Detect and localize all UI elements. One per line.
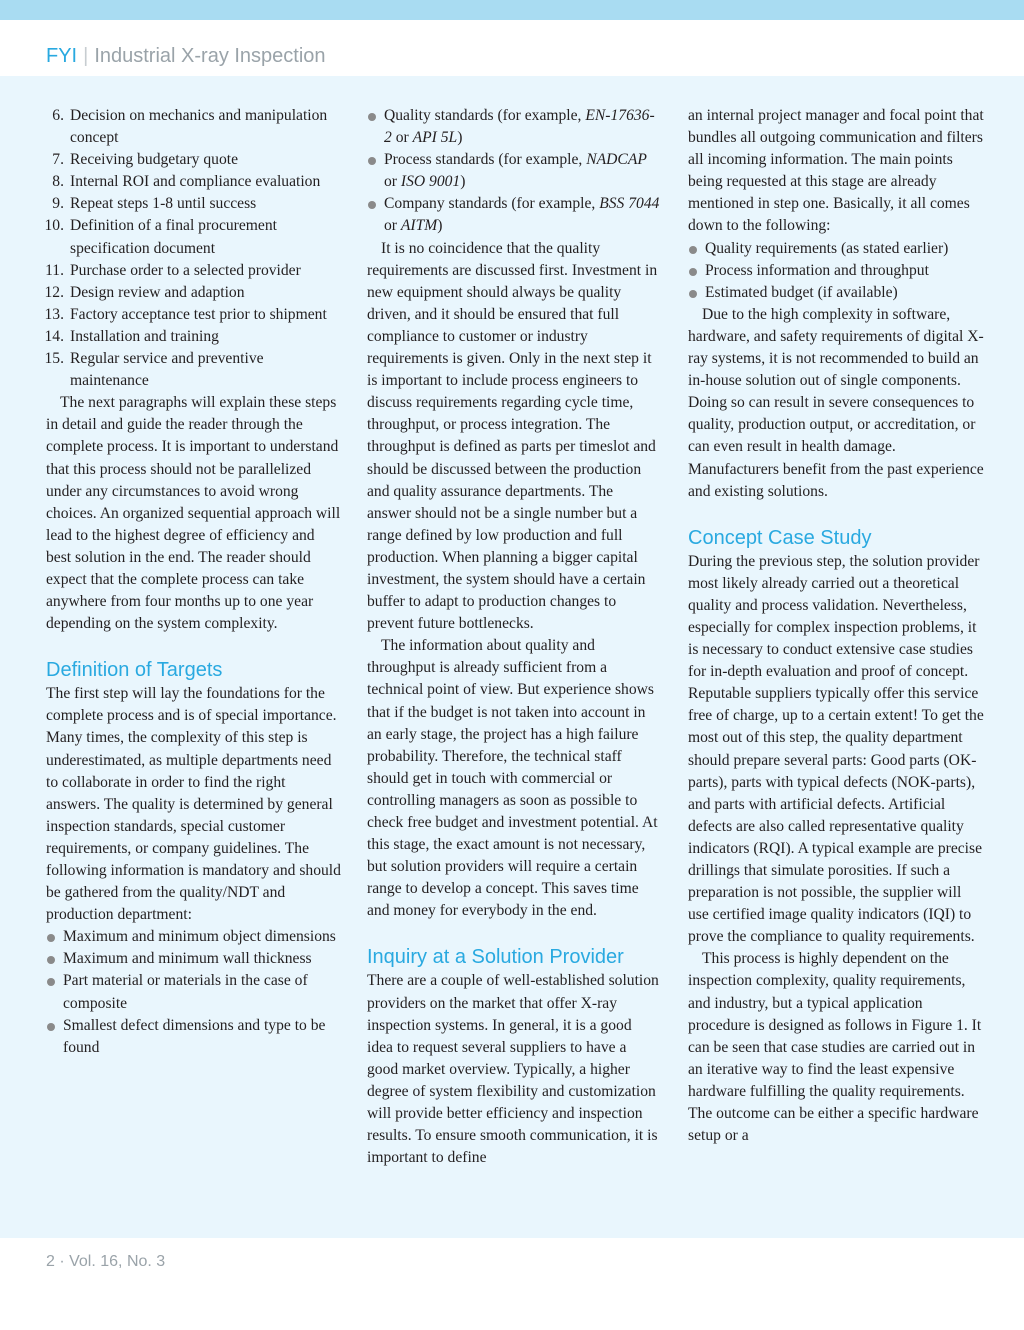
- step-number: 12.: [44, 283, 64, 301]
- list-item: [46, 282, 342, 304]
- standard-name: ISO 9001: [400, 173, 461, 191]
- paragraph: The first step will lay the foundations for the complete process and is of special importance. Many times, the complexity of this step is underestimated, as multiple departments need to collaborate in order to find the right answers. The quality is determined by general inspection standards, special customer requirements, or company guidelines. The following information is mandatory and should be gathered from the quality/NDT and production department:: [46, 685, 341, 924]
- list-item: [46, 149, 342, 171]
- list-item: [46, 171, 342, 193]
- step-number: 9.: [52, 195, 64, 213]
- step-number: 15.: [44, 350, 64, 368]
- step-number: 8.: [52, 173, 64, 191]
- page-footer: 2 · Vol. 16, No. 3: [46, 1253, 166, 1270]
- list-item: [46, 348, 342, 392]
- list-item: [367, 149, 660, 193]
- item-text: or: [384, 173, 401, 191]
- step-text: Purchase order to a selected provider: [70, 261, 301, 279]
- item-text: Quality standards (for example,: [384, 107, 586, 124]
- paragraph: The information about quality and throughput is already sufficient from a technical point of view. But experience shows that if the budget is not taken into account in an early stage, the project has a high failure probability. Therefore, the technical staff should get in touch with commercial or controlling managers as soon as possible to check free budget and investment potential. At this stage, the exact amount is not necessary, but solution providers will require a certain range to develop a concept. This saves time and money for everybody in the end.: [367, 637, 658, 920]
- paragraph: It is no coincidence that the quality requirements are discussed first. Investment in new equipment should always be quality driven, and it should be ensured that full compliance to customer or industry requirements is given. Only in the next step it is important to include process engineers to discuss requirements regarding cycle time, throughput, or process integration. The throughput is defined as parts per timeslot and should be discussed between the production and quality assurance departments. The answer should not be a single number but a range defined by low production and full production. When planning a bigger capital investment, the system should have a certain buffer to adapt to production changes to prevent future bottlenecks.: [367, 239, 658, 633]
- list-item: [367, 193, 660, 237]
- paragraph: During the previous step, the solution provider most likely already carried out a theoretical quality and process validation. Nevertheless, especially for complex inspection problems, it is necessary to conduct extensive case studies for in-depth evaluation and proof of concept. Reputable suppliers typically offer this service free of charge, up to a certain extent! To get the most out of this step, the quality department should prepare several parts: Good parts (OK-parts), parts with typical defects (NOK-parts), and parts with artificial defects. Artificial defects are also called representative quality indicators (RQI). A typical example are precise drillings that simulate porosities. If such a preparation is not possible, the supplier will use certified image quality indicators (IQI) to prove the compliance to quality requirements.: [688, 552, 984, 946]
- paragraph: There are a couple of well-established solution providers on the market that offer X-ray inspection systems. In general, it is a good idea to request several suppliers to have a good market overview. Typically, a higher degree of system flexibility and customization will provide better efficiency and inspection results. To ensure smooth communication, it is important to define: [367, 972, 659, 1167]
- step-text: Design review and adaption: [70, 283, 245, 301]
- item-text: Company standards (for example,: [384, 195, 600, 213]
- paragraph: Due to the high complexity in software, hardware, and safety requirements of digital X-ray systems, it is not recommended to build an in-house solution out of single components. Doing so can result in severe consequences to quality, production output, or accreditation, or can even result in health damage. Manufacturers benefit from the past experience and existing solutions.: [688, 305, 984, 500]
- item-text: ): [457, 129, 463, 147]
- step-text: Definition of a final procurement specification document: [70, 217, 277, 257]
- step-number: 11.: [45, 261, 64, 279]
- header-separator: |: [83, 45, 89, 67]
- standard-name: BSS 7044: [599, 195, 660, 213]
- list-item: [46, 326, 342, 348]
- step-text: Repeat steps 1-8 until success: [70, 195, 257, 213]
- step-number: 13.: [44, 305, 64, 323]
- list-item: Maximum and minimum object dimensions: [46, 926, 342, 948]
- running-head: [46, 44, 326, 68]
- list-item: [46, 304, 342, 326]
- requirements-list: [46, 926, 342, 1059]
- standards-list: [367, 105, 660, 238]
- list-item: [46, 193, 342, 215]
- list-item: [46, 215, 342, 259]
- standard-name: EN-17636-2: [384, 107, 655, 147]
- section-heading-inquiry: Inquiry at a Solution Provider: [367, 946, 624, 969]
- publication-title: Industrial X-ray Inspection: [94, 45, 326, 67]
- main-points-list: [688, 238, 984, 304]
- list-item: [367, 105, 660, 149]
- column-3: [688, 105, 984, 1147]
- column-2: [367, 105, 660, 1169]
- item-text: or: [384, 217, 401, 235]
- list-item: Smallest defect dimensions and type to be found: [46, 1015, 342, 1059]
- paragraph: an internal project manager and focal point that bundles all outgoing communication and filters all incoming information. The main points being requested at this stage are already mentioned in step one. Basically, it all comes down to the following:: [688, 107, 984, 235]
- standard-name: NADCAP: [586, 151, 647, 169]
- step-text: Installation and training: [70, 327, 219, 345]
- step-text: Factory acceptance test prior to shipment: [70, 305, 327, 323]
- top-color-bar: [0, 0, 1024, 20]
- section-heading-concept: Concept Case Study: [688, 526, 872, 549]
- step-text: Decision on mechanics and manipulation concept: [70, 107, 328, 147]
- standard-name: AITM: [400, 217, 438, 235]
- step-number: 14.: [44, 327, 64, 345]
- step-text: Regular service and preventive maintenance: [70, 350, 264, 390]
- item-text: ): [437, 217, 443, 235]
- step-number: 7.: [52, 151, 64, 169]
- list-item: Estimated budget (if available): [688, 282, 984, 304]
- list-item: [46, 105, 342, 149]
- step-text: Receiving budgetary quote: [70, 151, 239, 169]
- step-text: Internal ROI and compliance evaluation: [70, 173, 321, 191]
- list-item: Part material or materials in the case of composite: [46, 970, 342, 1014]
- section-tag: FYI: [46, 45, 78, 67]
- list-item: Quality requirements (as stated earlier): [688, 238, 984, 260]
- page-header: [0, 20, 1024, 76]
- section-heading-targets: Definition of Targets: [46, 659, 223, 682]
- article-body: [0, 76, 1024, 1238]
- list-item: Maximum and minimum wall thickness: [46, 948, 342, 970]
- step-number: 10.: [44, 217, 64, 235]
- list-item: Process information and throughput: [688, 260, 984, 282]
- item-text: Process standards (for example,: [384, 151, 587, 169]
- standard-name: API 5L: [412, 129, 458, 147]
- column-1: [46, 105, 342, 1059]
- list-item: [46, 260, 342, 282]
- item-text: ): [460, 173, 466, 191]
- item-text: or: [391, 129, 413, 147]
- steps-list: [46, 105, 342, 392]
- step-number: 6.: [52, 107, 64, 124]
- paragraph: The next paragraphs will explain these steps in detail and guide the reader through the complete process. It is important to understand that this process should not be parallelized under any circumstances to avoid wrong choices. An organized sequential approach will lead to the highest degree of efficiency and best solution in the end. The reader should expect that the complete process can take anywhere from four months up to one year depending on the system complexity.: [46, 394, 341, 633]
- paragraph: This process is highly dependent on the inspection complexity, quality requirements, and industry, but a typical application procedure is designed as follows in Figure 1. It can be seen that case studies are carried out in an iterative way to find the least expensive hardware fulfilling the quality requirements. The outcome can be either a specific hardware setup or a: [688, 950, 982, 1145]
